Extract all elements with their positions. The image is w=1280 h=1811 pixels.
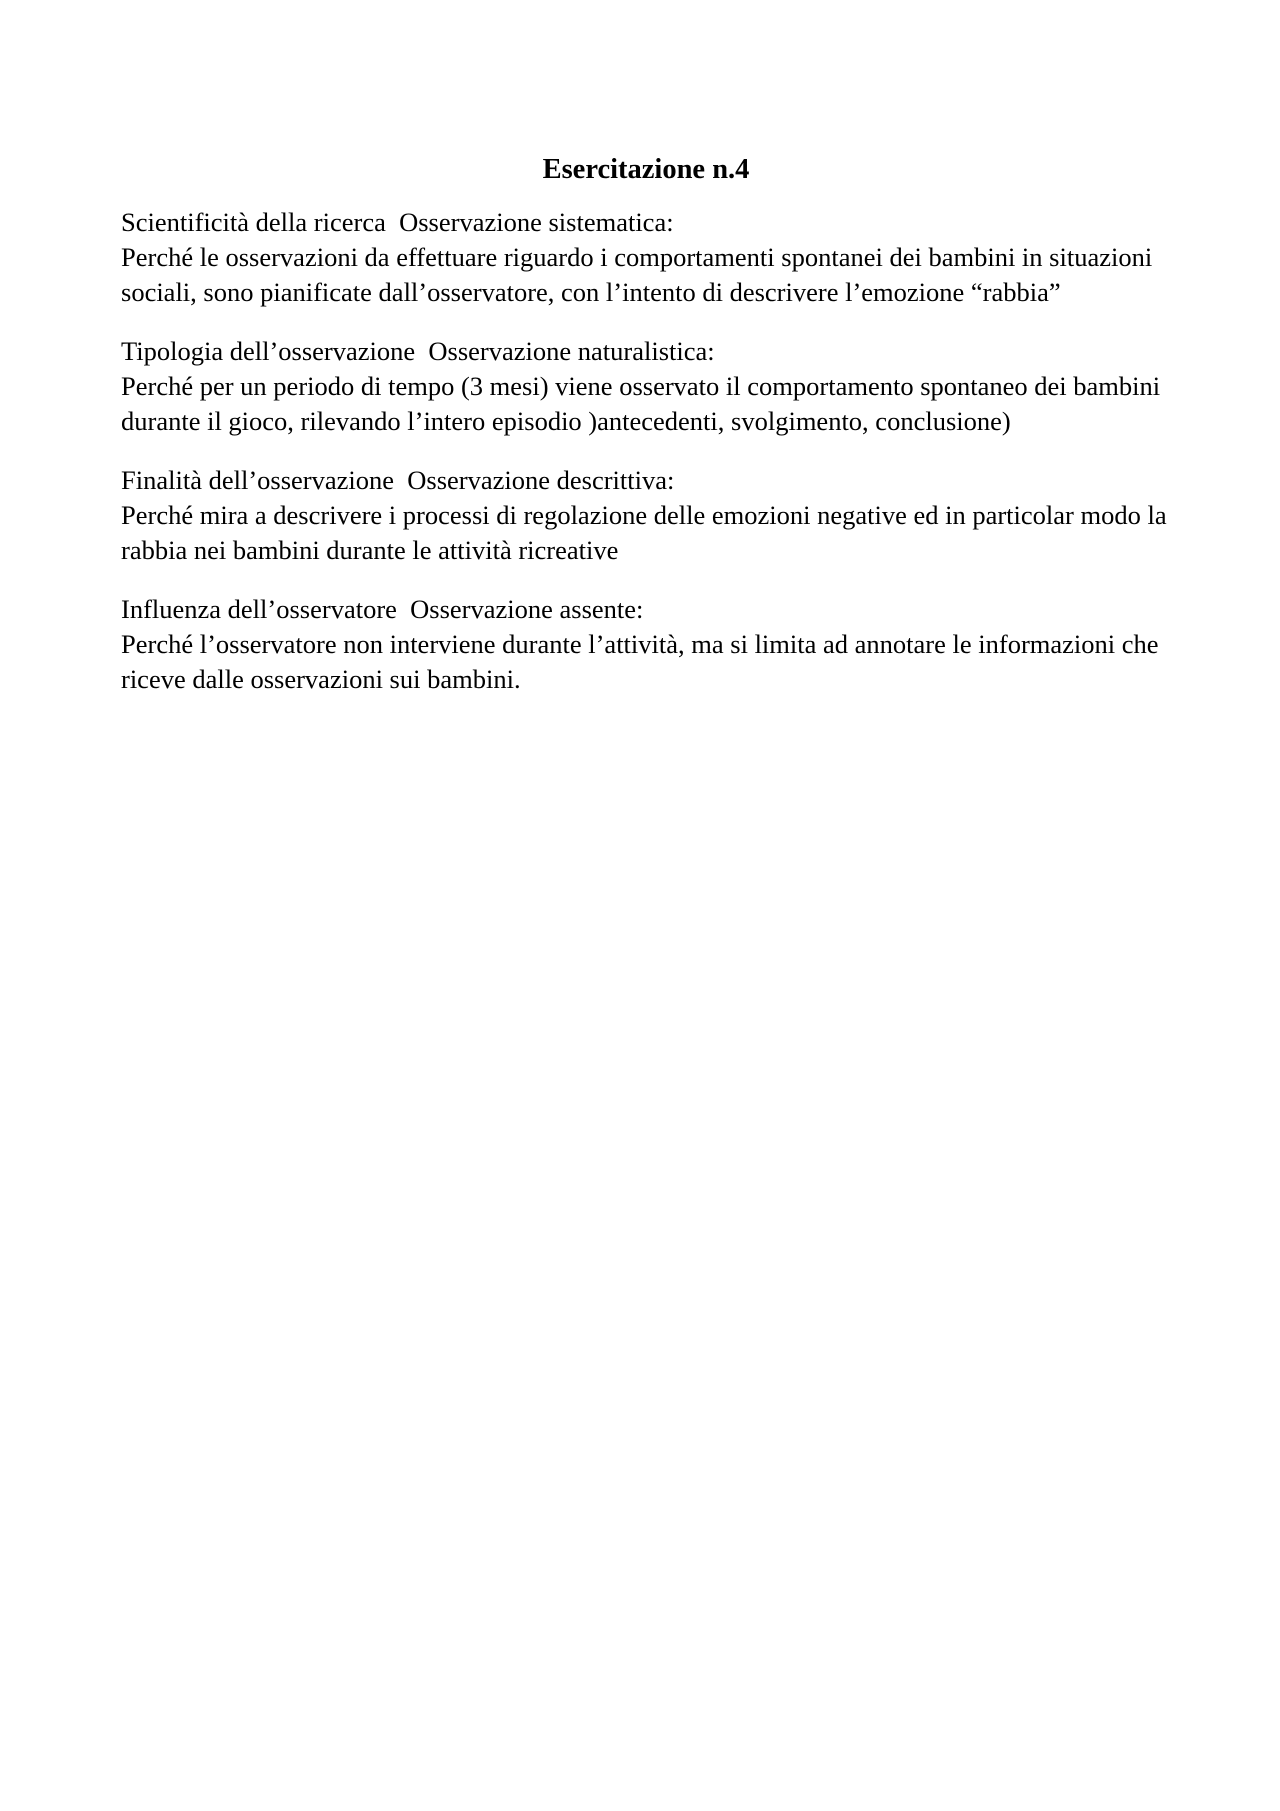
section-heading: Finalità dell’osservazione Osservazione descrittiva: [121, 465, 675, 495]
section-text: Perché mira a descrivere i processi di regolazione delle emozioni negative ed in particolar modo la rabbia nei bambini durante le attività ricreative [121, 500, 1167, 565]
document-title: Esercitazione n.4 [542, 154, 750, 185]
section-influenza [121, 592, 1171, 697]
section-text: Perché l’osservatore non interviene durante l’attività, ma si limita ad annotare le informazioni che riceve dalle osservazioni sui bambini. [121, 629, 1159, 694]
section-heading: Scientificità della ricerca Osservazione sistematica: [121, 207, 674, 237]
section-heading: Tipologia dell’osservazione Osservazione naturalistica: [121, 336, 715, 366]
section-heading: Influenza dell’osservatore Osservazione assente: [121, 594, 644, 624]
document-body [121, 150, 1171, 721]
section-finalita [121, 463, 1171, 568]
section-scientificita [121, 205, 1171, 310]
section-tipologia [121, 334, 1171, 439]
section-text: Perché le osservazioni da effettuare riguardo i comportamenti spontanei dei bambini in situazioni sociali, sono pianificate dall’osservatore, con l’intento di descrivere l’emozione “rabbia” [121, 242, 1153, 307]
section-text: Perché per un periodo di tempo (3 mesi) viene osservato il comportamento spontaneo dei bambini durante il gioco, rilevando l’intero episodio )antecedenti, svolgimento, conclusione) [121, 371, 1161, 436]
